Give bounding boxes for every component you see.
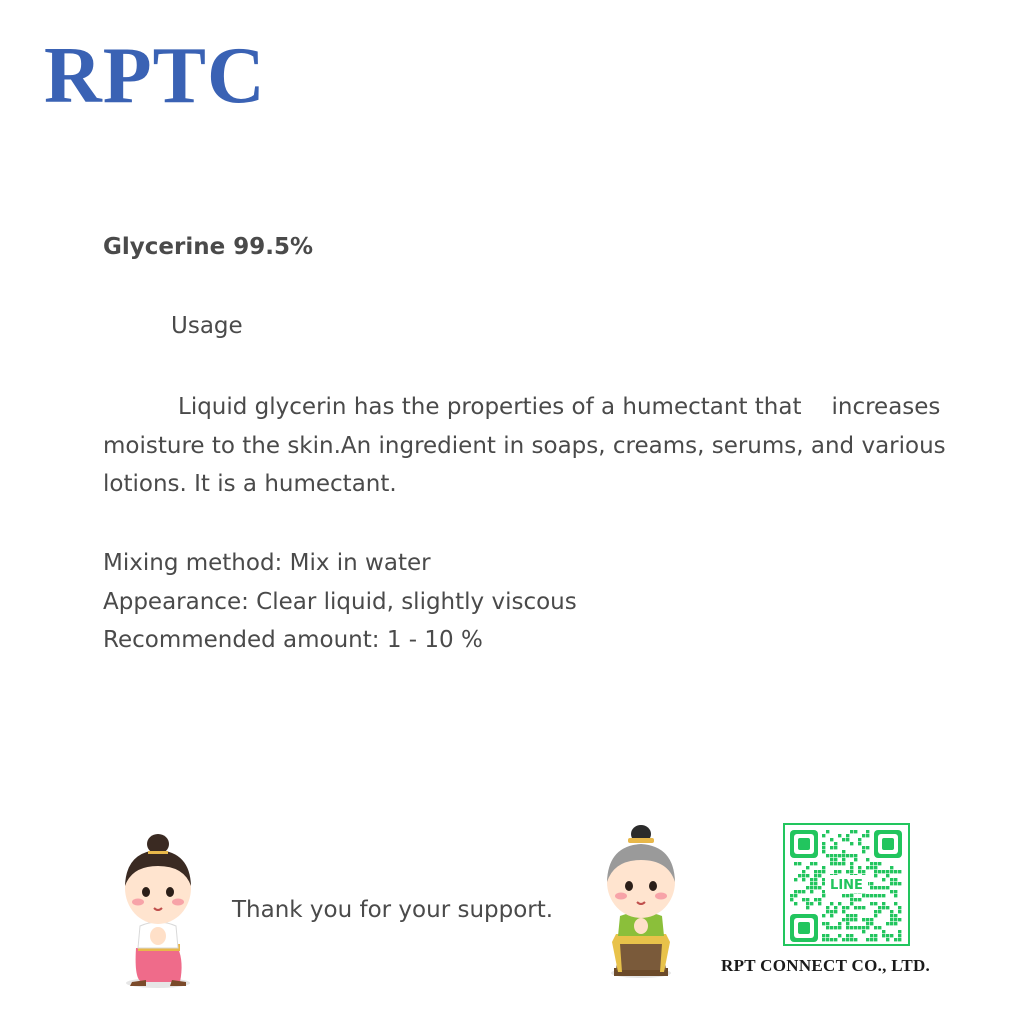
boy-mascot-icon — [598, 822, 684, 980]
qr-line-label: LINE — [830, 878, 863, 893]
spec-mixing-method: Mixing method: Mix in water — [103, 550, 431, 576]
usage-heading: Usage — [171, 313, 243, 339]
company-name: RPT CONNECT CO., LTD. — [721, 956, 931, 975]
spec-list — [103, 544, 577, 660]
spec-recommended-amount: Recommended amount: 1 - 10 % — [103, 627, 483, 653]
description-part-1: Liquid glycerin has the properties of a humectant that — [178, 394, 802, 420]
brand-logo: RPTC — [44, 32, 266, 120]
description-part-2: increases moisture to the skin.An ingredient in soaps, creams, serums, and various lotions. It is a humectant. — [103, 394, 946, 497]
qr-code-icon — [785, 825, 908, 944]
line-qr-code — [783, 823, 910, 946]
product-title: Glycerine 99.5% — [103, 234, 313, 260]
product-description — [103, 388, 987, 504]
thank-you-text: Thank you for your support. — [232, 897, 554, 923]
girl-mascot-icon — [112, 830, 202, 990]
spec-appearance: Appearance: Clear liquid, slightly viscous — [103, 588, 577, 615]
